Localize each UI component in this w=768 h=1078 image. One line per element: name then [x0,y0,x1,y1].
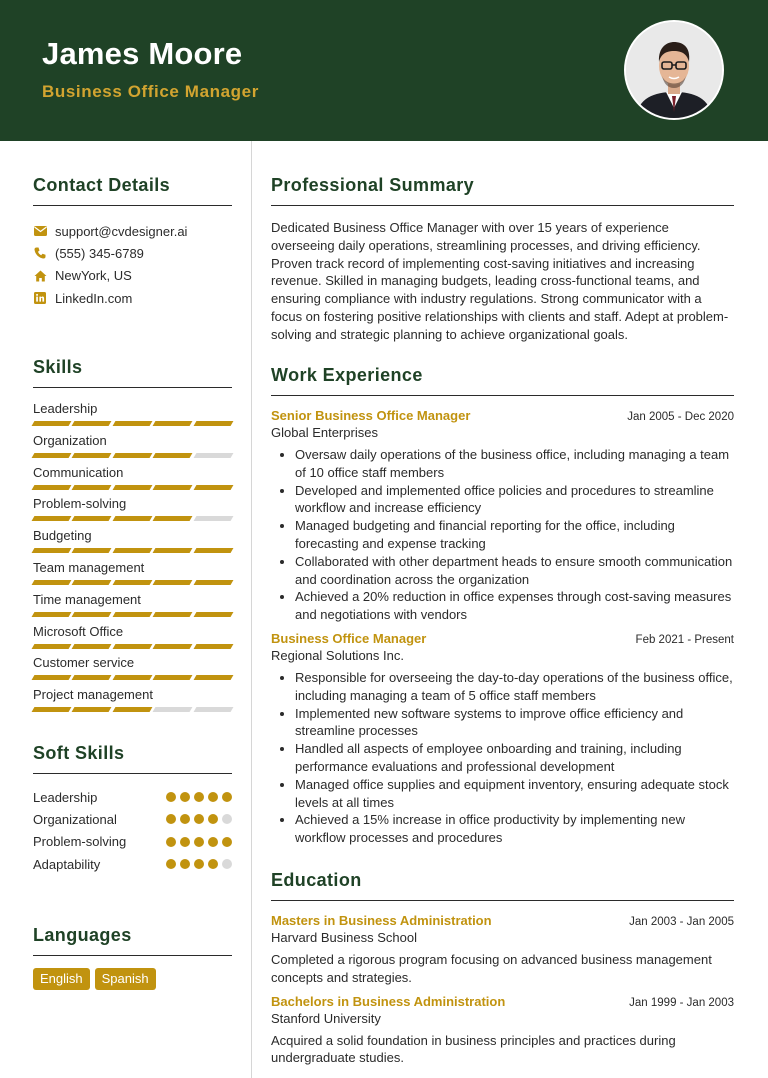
summary-text: Dedicated Business Office Manager with over 15 years of experience overseeing daily operations, streamlining processes, and driving efficiency. Proven track record of implementing cost-saving initiatives and increasing revenue. Skilled in managing budgets, leading cross-functional teams, and ensuring compliance with industry regulations. Strong communicator with a focus on fostering positive relationships with clients and staff. Adept at problem-solving and strategic planning to achieve organizational goals. [271,220,729,342]
rating-dot [166,837,176,847]
contact-item-location [33,265,232,287]
skill-level-segment [112,707,152,712]
skill-level-segment [112,675,152,680]
contact-item-email[interactable] [33,220,232,242]
skill-level-segment [32,580,72,585]
job-company: Regional Solutions Inc. [271,647,404,663]
skill-level-segment [153,453,193,458]
job-bullets [271,669,734,847]
languages-heading: Languages [33,925,132,945]
job-entry [271,408,734,624]
skill-level-segment [193,421,233,426]
degree-title: Masters in Business Administration [271,913,492,928]
rating-dot [194,859,204,869]
section-rule [271,395,734,396]
skill-level-segment [193,612,233,617]
contact-location-text: NewYork, US [55,268,132,284]
skills-heading: Skills [33,357,83,377]
education-section [271,870,734,1067]
skill-level-bar [33,485,232,490]
skill-level-segment [32,421,72,426]
rating-dot [222,814,232,824]
skill-level-segment [72,707,112,712]
section-rule [33,205,232,206]
skill-name: Project management [33,687,153,703]
skill-level-segment [72,485,112,490]
person-portrait-icon [626,22,722,118]
skill-level-segment [193,485,233,490]
rating-dot [180,792,190,802]
skill-level-segment [193,548,233,553]
rating-dot [180,837,190,847]
skill-level-bar [33,421,232,426]
skill-level-segment [112,485,152,490]
summary-section [271,175,734,344]
contact-email-text: support@cvdesigner.ai [55,223,188,239]
skill-name: Microsoft Office [33,623,124,639]
rating-dot [222,859,232,869]
contact-heading: Contact Details [33,175,171,195]
soft-skill-row [33,853,232,875]
candidate-name: James Moore [42,36,243,71]
rating-dot [166,859,176,869]
skill-level-segment [193,516,233,521]
education-description: Acquired a solid foundation in business principles and practices during undergraduate studies. [271,1032,676,1066]
skill-level-segment [72,644,112,649]
skill-row [33,526,232,558]
skill-level-segment [72,548,112,553]
job-bullet: • Oversaw daily operations of the business office, including managing a team of 10 office staff members [295,446,734,482]
education-entry [271,913,734,987]
skill-level-segment [193,675,233,680]
job-company: Global Enterprises [271,425,378,440]
skill-name: Time management [33,591,141,607]
experience-heading: Work Experience [271,365,423,385]
job-bullet: • Achieved a 15% increase in office productivity by implementing new workflow processes and procedures [295,811,734,847]
soft-skill-name: Leadership [33,789,98,805]
soft-skill-rating [166,792,232,802]
experience-section [271,365,734,847]
school-name: Stanford University [271,1010,381,1026]
email-icon [33,224,47,238]
skill-level-bar [33,548,232,553]
skill-name: Problem-solving [33,496,127,512]
job-bullet: • Achieved a 20% reduction in office expenses through cost-saving measures and negotiations with vendors [295,588,734,624]
skill-level-bar [33,644,232,649]
skill-level-bar [33,580,232,585]
section-rule [271,900,734,901]
soft-skills-section [33,743,232,875]
job-bullet: • Handled all aspects of employee onboarding and training, including performance evaluations and professional development [295,740,734,776]
candidate-title: Business Office Manager [42,82,259,101]
section-rule [33,955,232,956]
skill-level-segment [153,548,193,553]
skill-level-bar [33,612,232,617]
skill-name: Team management [33,559,145,575]
skill-level-segment [193,453,233,458]
contact-item-linkedin[interactable] [33,287,232,309]
job-bullet: • Managed office supplies and equipment inventory, ensuring adequate stock levels at all times [295,776,734,812]
soft-skills-list [33,786,232,875]
skill-level-segment [32,612,72,617]
home-icon [33,269,47,283]
linkedin-icon [33,291,47,305]
skill-level-bar [33,453,232,458]
job-title: Business Office Manager [271,630,427,646]
summary-heading: Professional Summary [271,175,475,195]
school-name: Harvard Business School [271,930,417,945]
contact-linkedin-text: LinkedIn.com [55,290,133,306]
skill-row [33,399,232,431]
languages-section [33,925,232,990]
language-chip: Spanish [95,968,156,990]
skill-level-segment [153,580,193,585]
job-bullet: • Collaborated with other department heads to ensure smooth communication and coordination across the organization [295,553,734,589]
education-description: Completed a rigorous program focusing on advanced business management concepts and strategies. [271,952,712,985]
header-banner [0,0,768,141]
soft-skill-name: Adaptability [33,856,101,872]
contact-section [33,175,232,309]
section-rule [33,773,232,774]
soft-skill-row [33,831,232,853]
contact-list [33,220,232,309]
skill-name: Organization [33,432,107,448]
soft-skill-rating [166,859,232,869]
skill-level-segment [32,644,72,649]
education-dates: Jan 2003 - Jan 2005 [629,916,734,928]
skill-level-segment [112,612,152,617]
rating-dot [222,792,232,802]
skill-level-segment [72,580,112,585]
language-list [33,968,232,990]
skill-level-segment [193,580,233,585]
rating-dot [208,837,218,847]
skill-name: Customer service [33,655,135,671]
skill-level-segment [72,675,112,680]
skill-row [33,653,232,685]
skill-row [33,463,232,495]
skill-level-segment [72,516,112,521]
skill-level-segment [193,707,233,712]
skill-row [33,431,232,463]
rating-dot [194,792,204,802]
job-entry [271,631,734,847]
soft-skill-rating [166,837,232,847]
skill-level-segment [32,516,72,521]
skill-level-segment [72,453,112,458]
education-dates: Jan 1999 - Jan 2003 [629,996,734,1009]
job-title: Senior Business Office Manager [271,408,471,423]
skill-level-segment [32,707,72,712]
skill-level-segment [153,675,193,680]
skill-level-segment [153,421,193,426]
skill-level-segment [112,516,152,521]
skill-level-segment [32,548,72,553]
avatar [624,20,724,120]
skill-level-segment [112,548,152,553]
skill-row [33,590,232,622]
skills-list [33,399,232,717]
soft-skills-heading: Soft Skills [33,743,125,763]
rating-dot [180,859,190,869]
skill-name: Budgeting [33,528,92,544]
skills-section [33,357,232,717]
language-chip: English [33,968,90,990]
skill-level-bar [33,675,232,680]
skill-level-segment [112,580,152,585]
skill-row [33,494,232,526]
degree-title: Bachelors in Business Administration [271,993,506,1009]
skill-name: Leadership [33,401,98,416]
rating-dot [180,814,190,824]
skill-level-segment [112,644,152,649]
job-bullet: • Developed and implemented office policies and procedures to streamline workflow and increase efficiency [295,482,734,518]
contact-item-phone[interactable] [33,242,232,264]
skill-level-bar [33,707,232,712]
skill-level-segment [153,644,193,649]
skill-level-segment [32,453,72,458]
job-bullet: • Implemented new software systems to improve office efficiency and streamline processes [295,705,734,741]
rating-dot [208,859,218,869]
section-rule [271,205,734,206]
contact-phone-text: (555) 345-6789 [55,245,144,261]
job-bullet: • Responsible for overseeing the day-to-day operations of the business office, including managing a team of 5 office staff members [295,669,734,705]
skill-level-segment [153,485,193,490]
column-divider [251,141,252,1078]
skill-level-segment [32,485,72,490]
soft-skill-rating [166,814,232,824]
skill-row [33,622,232,654]
skill-level-segment [153,707,193,712]
job-dates: Jan 2005 - Dec 2020 [627,411,734,423]
skill-level-segment [72,612,112,617]
job-bullet: • Managed budgeting and financial reporting for the office, including forecasting and expense tracking [295,517,734,553]
section-rule [33,387,232,388]
rating-dot [194,814,204,824]
job-dates: Feb 2021 - Present [635,633,734,646]
skill-level-segment [112,453,152,458]
rating-dot [222,837,232,847]
soft-skill-row [33,786,232,808]
rating-dot [166,814,176,824]
education-entry [271,994,734,1068]
skill-name: Communication [33,464,124,480]
soft-skill-name: Organizational [33,811,117,827]
job-bullets [271,446,734,624]
skill-level-segment [153,612,193,617]
skill-row [33,685,232,717]
rating-dot [194,837,204,847]
skill-level-segment [153,516,193,521]
skill-level-segment [112,421,152,426]
soft-skill-row [33,808,232,830]
phone-icon [33,246,47,260]
soft-skill-name: Problem-solving [33,834,127,850]
skill-level-segment [72,421,112,426]
rating-dot [208,814,218,824]
skill-level-segment [193,644,233,649]
skill-row [33,558,232,590]
rating-dot [208,792,218,802]
skill-level-segment [32,675,72,680]
education-heading: Education [271,870,362,890]
skill-level-bar [33,516,232,521]
rating-dot [166,792,176,802]
